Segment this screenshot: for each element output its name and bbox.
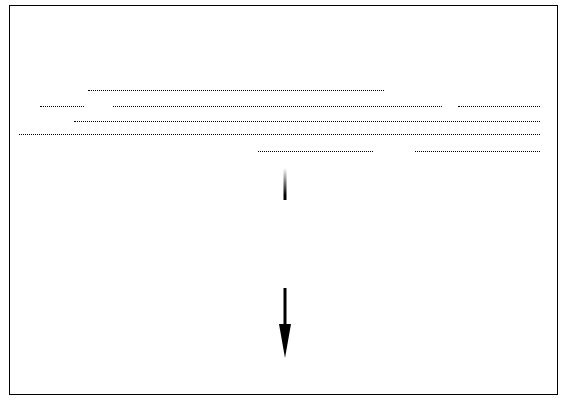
- axis-label-bg: [279, 200, 291, 288]
